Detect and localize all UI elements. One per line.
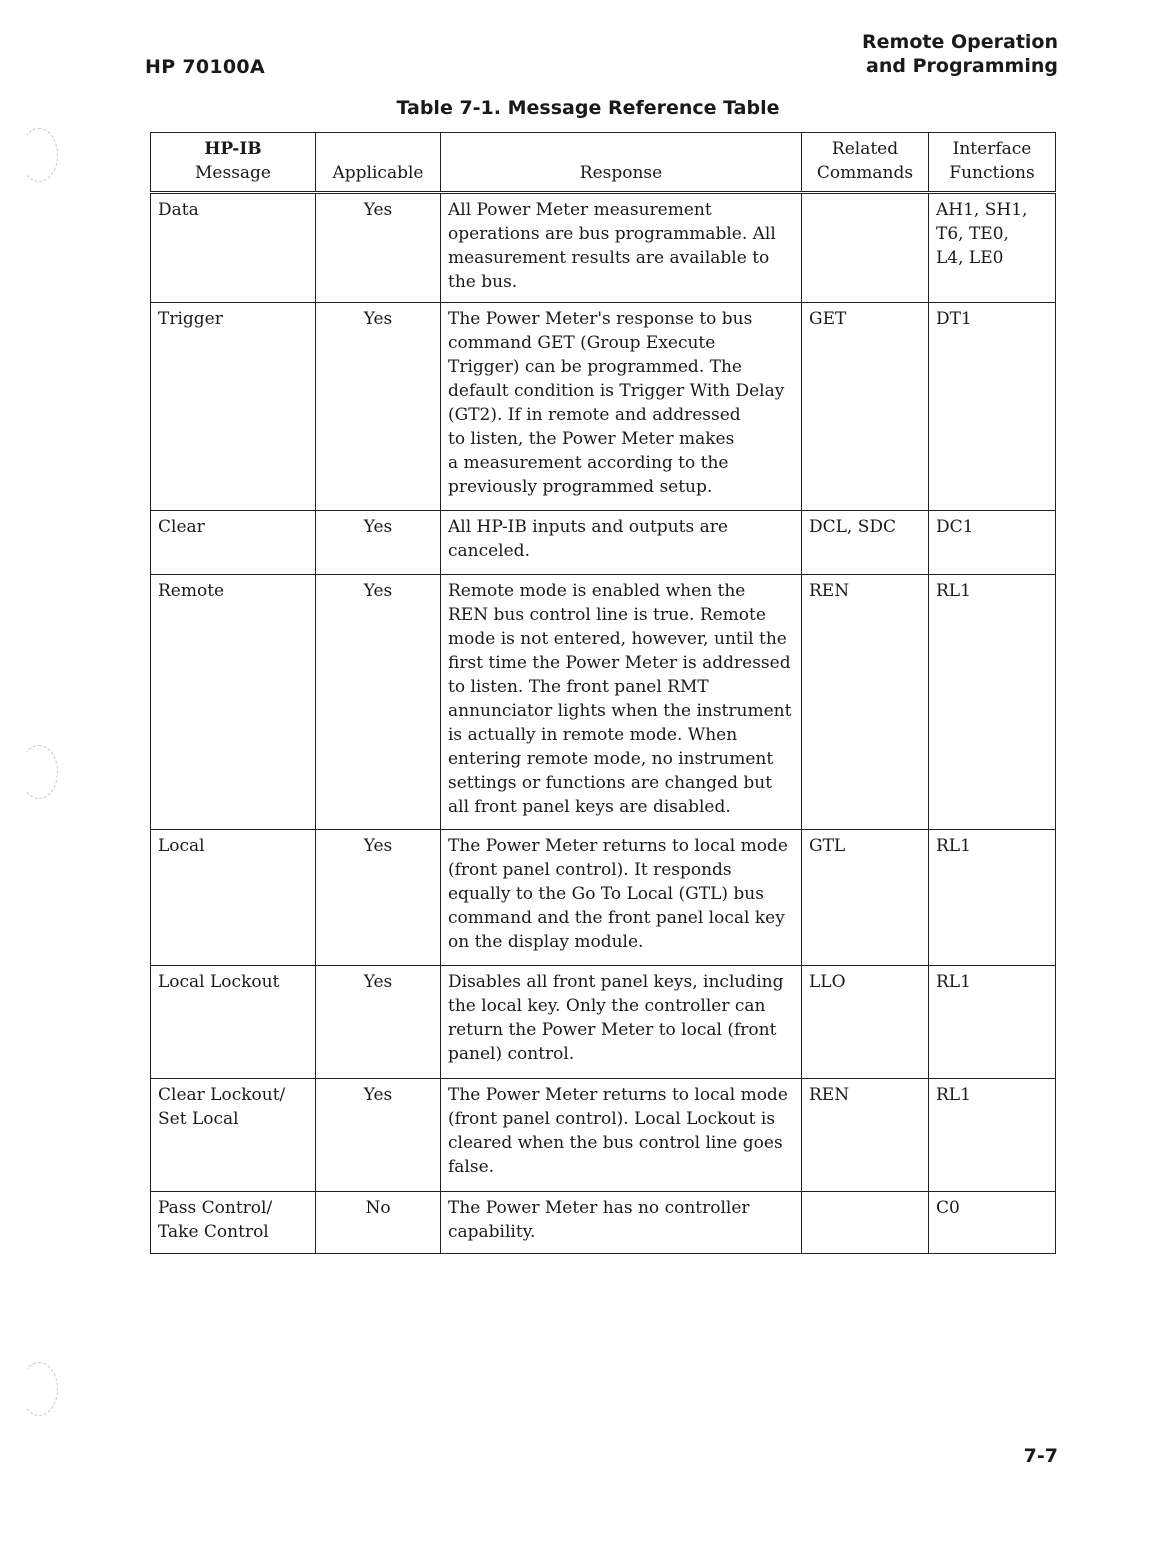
cell-message: Local Lockout	[151, 966, 316, 1079]
column-header-related	[802, 133, 929, 193]
cell-related	[802, 193, 929, 303]
cell-message: Data	[151, 193, 316, 303]
column-header-interface-line1: Interface	[952, 139, 1032, 159]
column-header-applicable	[316, 133, 441, 193]
table-title: Table 7-1. Message Reference Table	[396, 97, 780, 119]
table-row	[151, 303, 1056, 511]
table-row	[151, 511, 1056, 575]
cell-related: REN	[802, 1079, 929, 1192]
cell-related: GET	[802, 303, 929, 511]
cell-applicable: Yes	[316, 575, 441, 830]
cell-response: Remote mode is enabled when the REN bus control line is true. Remote mode is not entered, however, until the first time the Power Meter is addressed to listen. The front panel RMT annunciator lights when the instrument is actually in remote mode. When entering remote mode, no instrument settings or functions are changed but all front panel keys are disabled.	[441, 575, 802, 830]
binder-hole-top	[20, 128, 58, 182]
section-header	[862, 30, 1058, 78]
cell-message: Pass Control/ Take Control	[151, 1192, 316, 1254]
cell-interface: RL1	[929, 1079, 1056, 1192]
table-row	[151, 1079, 1056, 1192]
column-header-message-line1: HP-IB	[204, 139, 262, 159]
cell-applicable: Yes	[316, 1079, 441, 1192]
table-row	[151, 830, 1056, 966]
model-header: HP 70100A	[145, 56, 265, 78]
message-reference-table	[150, 132, 1056, 1254]
cell-interface: DT1	[929, 303, 1056, 511]
column-header-message-line2: Message	[195, 163, 271, 183]
cell-applicable: Yes	[316, 966, 441, 1079]
cell-applicable: Yes	[316, 511, 441, 575]
cell-message: Local	[151, 830, 316, 966]
column-header-interface	[929, 133, 1056, 193]
cell-message: Clear	[151, 511, 316, 575]
column-header-message	[151, 133, 316, 193]
page-number: 7-7	[1023, 1445, 1058, 1467]
cell-response: The Power Meter returns to local mode (front panel control). Local Lockout is cleared when the bus control line goes false.	[441, 1079, 802, 1192]
binder-hole-middle	[20, 745, 58, 799]
cell-response: All Power Meter measurement operations are bus programmable. All measurement results are available to the bus.	[441, 193, 802, 303]
cell-interface: RL1	[929, 575, 1056, 830]
cell-response: The Power Meter returns to local mode (front panel control). It responds equally to the Go To Local (GTL) bus command and the front panel local key on the display module.	[441, 830, 802, 966]
cell-message: Trigger	[151, 303, 316, 511]
table-row	[151, 966, 1056, 1079]
cell-related: LLO	[802, 966, 929, 1079]
column-header-response	[441, 133, 802, 193]
section-header-line2: and Programming	[866, 55, 1058, 77]
cell-interface: RL1	[929, 830, 1056, 966]
cell-interface: RL1	[929, 966, 1056, 1079]
cell-related: DCL, SDC	[802, 511, 929, 575]
cell-related: GTL	[802, 830, 929, 966]
cell-response: All HP-IB inputs and outputs are canceled.	[441, 511, 802, 575]
cell-interface: C0	[929, 1192, 1056, 1254]
column-header-related-line2: Commands	[816, 163, 914, 183]
cell-interface: AH1, SH1, T6, TE0, L4, LE0	[929, 193, 1056, 303]
cell-applicable: Yes	[316, 830, 441, 966]
column-header-applicable-label: Applicable	[332, 163, 424, 183]
cell-message: Remote	[151, 575, 316, 830]
cell-related: REN	[802, 575, 929, 830]
table-row	[151, 1192, 1056, 1254]
table-header-row	[151, 133, 1056, 193]
column-header-response-label: Response	[579, 163, 663, 183]
cell-related	[802, 1192, 929, 1254]
table-row	[151, 575, 1056, 830]
cell-response: The Power Meter's response to bus command GET (Group Execute Trigger) can be programmed. The default condition is Trigger With Delay (GT2). If in remote and addressed to listen, the Power Meter makes a measurement according to the previously programmed setup.	[441, 303, 802, 511]
cell-interface: DC1	[929, 511, 1056, 575]
cell-applicable: Yes	[316, 303, 441, 511]
column-header-related-line1: Related	[831, 139, 899, 159]
section-header-line1: Remote Operation	[862, 31, 1058, 53]
cell-message: Clear Lockout/ Set Local	[151, 1079, 316, 1192]
cell-applicable: No	[316, 1192, 441, 1254]
cell-response: The Power Meter has no controller capability.	[441, 1192, 802, 1254]
column-header-interface-line2: Functions	[949, 163, 1035, 183]
table-row	[151, 193, 1056, 303]
binder-hole-bottom	[20, 1362, 58, 1416]
cell-response: Disables all front panel keys, including the local key. Only the controller can return the Power Meter to local (front panel) control.	[441, 966, 802, 1079]
cell-applicable: Yes	[316, 193, 441, 303]
